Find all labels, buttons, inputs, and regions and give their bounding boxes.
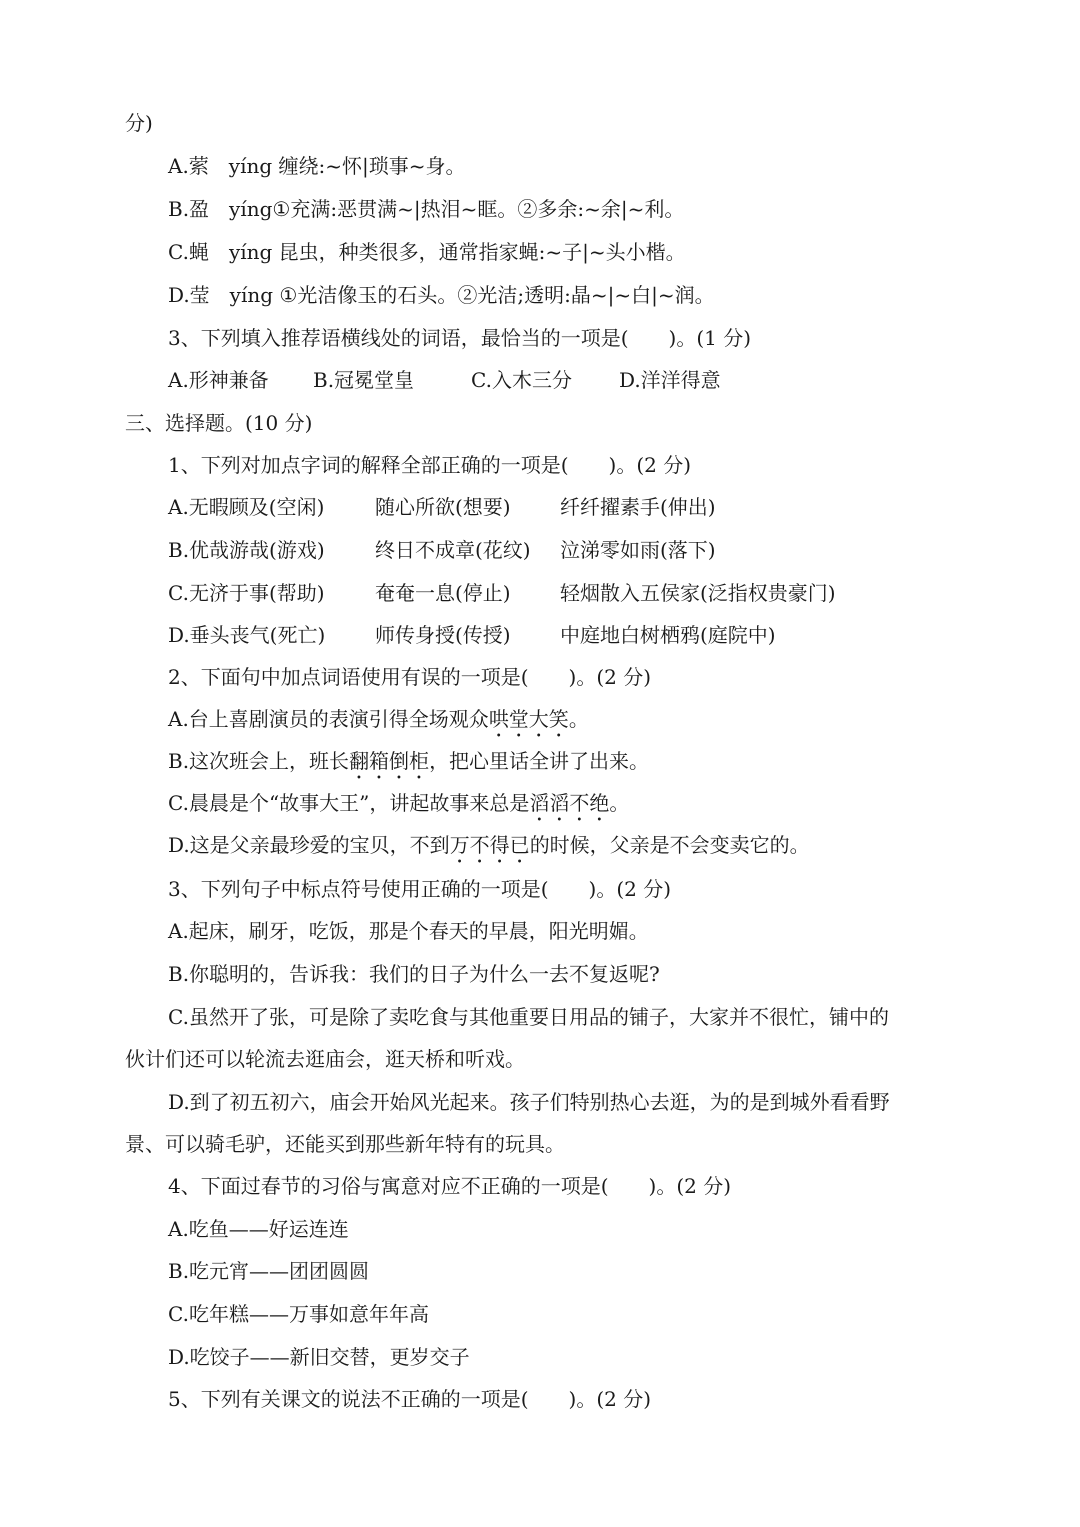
option-d-item-2: 师传身授(传授) (375, 623, 511, 647)
option-b-item-1: B.优哉游哉(游戏) (168, 538, 325, 562)
option-d: D.吃饺子——新旧交替，更岁交子 (168, 1345, 470, 1369)
option-a: A.形神兼备 (168, 368, 269, 392)
sentence-text: 。 (609, 791, 630, 815)
question-2: 2、下面句中加点词语使用有误的一项是( )。(2 分) (168, 665, 652, 689)
text-line: 分) (125, 111, 153, 135)
options-row (168, 367, 721, 393)
question-3: 3、下列句子中标点符号使用正确的一项是( )。(2 分) (168, 877, 672, 901)
option-c-item-1: C.无济于事(帮助) (168, 581, 325, 605)
option-a-item-1: A.无暇顾及(空闲) (168, 495, 325, 519)
sentence-text: C.晨晨是个“故事大王”，讲起故事来总是 (168, 791, 530, 815)
question-3: 3、下列填入推荐语横线处的词语，最恰当的一项是( )。(1 分) (168, 326, 752, 350)
dotted-phrase: 滔滔不绝 (529, 791, 610, 815)
question-4: 4、下面过春节的习俗与寓意对应不正确的一项是( )。(2 分) (168, 1174, 732, 1198)
option-a-item-2: 随心所欲(想要) (375, 495, 511, 519)
option-b-item-2: 终日不成章(花纹) (375, 538, 531, 562)
sentence-text: 。 (568, 707, 589, 731)
option-d-continued: 景、可以骑毛驴，还能买到那些新年特有的玩具。 (125, 1132, 565, 1156)
option-b: B.吃元宵——团团圆圆 (168, 1259, 370, 1283)
section-heading: 三、选择题。(10 分) (125, 411, 313, 435)
question-5: 5、下列有关课文的说法不正确的一项是( )。(2 分) (168, 1387, 652, 1411)
sentence-text: 的时候，父亲是不会变卖它的。 (529, 833, 810, 857)
options-row (168, 580, 836, 606)
sentence-text: B.这次班会上，班长 (168, 749, 350, 773)
sentence-text: D.这是父亲最珍爱的宝贝，不到 (168, 833, 450, 857)
option-c (168, 790, 629, 826)
option-a: A.起床，刷牙，吃饭，那是个春天的早晨，阳光明媚。 (168, 919, 649, 943)
sentence-text: A.台上喜剧演员的表演引得全场观众 (168, 707, 489, 731)
option-c-item-3: 轻烟散入五侯家(泛指权贵豪门) (560, 581, 836, 605)
option-a-item-3: 纤纤擢素手(伸出) (560, 495, 716, 519)
option-d: D.洋洋得意 (619, 368, 721, 392)
option-b: B.盈 yíng①充满:恶贯满~|热泪~眶。②多余:~余|~利。 (168, 197, 685, 221)
option-d-item-1: D.垂头丧气(死亡) (168, 623, 326, 647)
option-d: D.到了初五初六，庙会开始风光起来。孩子们特别热心去逛，为的是到城外看看野 (168, 1090, 890, 1114)
sentence-text: ，把心里话全讲了出来。 (429, 749, 650, 773)
option-c-continued: 伙计们还可以轮流去逛庙会，逛天桥和听戏。 (125, 1047, 525, 1071)
option-a: A.萦 yíng 缠绕:~怀|琐事~身。 (168, 154, 466, 178)
options-row (168, 537, 716, 563)
option-c-item-2: 奄奄一息(停止) (375, 581, 511, 605)
option-c: C.虽然开了张，可是除了卖吃食与其他重要日用品的铺子，大家并不很忙，铺中的 (168, 1005, 889, 1029)
option-b (168, 748, 649, 784)
option-b-item-3: 泣涕零如雨(落下) (560, 538, 716, 562)
dotted-phrase: 翻箱倒柜 (349, 749, 430, 773)
option-b: B.你聪明的，告诉我：我们的日子为什么一去不复返呢? (168, 962, 660, 986)
option-d-item-3: 中庭地白树栖鸦(庭院中) (560, 623, 776, 647)
option-c: C.吃年糕——万事如意年年高 (168, 1302, 429, 1326)
option-b: B.冠冕堂皇 (313, 368, 415, 392)
options-row (168, 494, 716, 520)
option-a (168, 706, 589, 742)
option-a: A.吃鱼——好运连连 (168, 1217, 349, 1241)
question-1: 1、下列对加点字词的解释全部正确的一项是( )。(2 分) (168, 453, 692, 477)
options-row (168, 622, 776, 648)
option-c: C.蝇 yíng 昆虫，种类很多，通常指家蝇:~子|~头小楷。 (168, 240, 686, 264)
option-c: C.入木三分 (471, 368, 572, 392)
dotted-phrase: 哄堂大笑 (488, 707, 569, 731)
option-d: D.莹 yíng ①光洁像玉的石头。②光洁;透明:晶~|~白|~润。 (168, 283, 715, 307)
dotted-phrase: 万不得已 (449, 833, 530, 857)
option-d (168, 832, 810, 868)
